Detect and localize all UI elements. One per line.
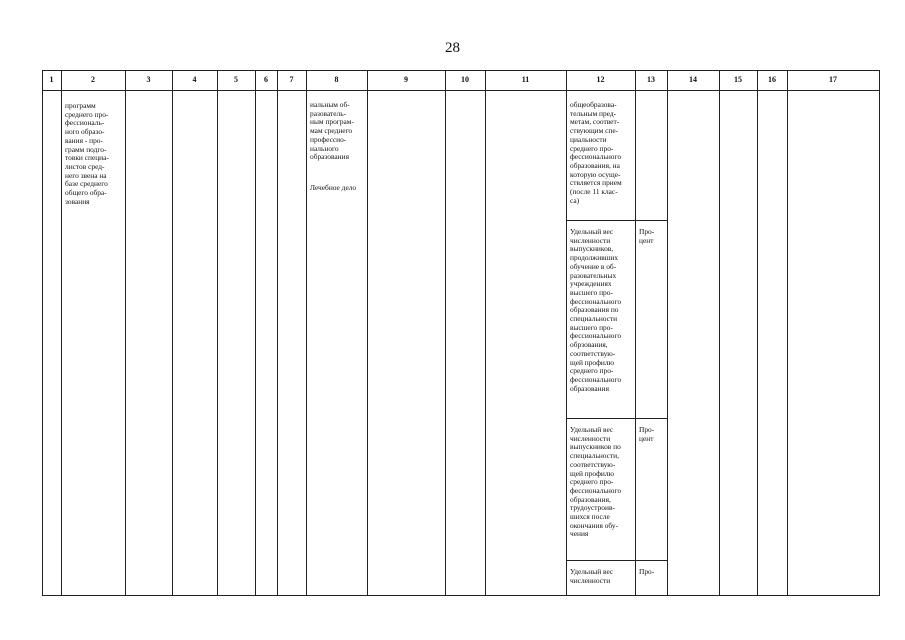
column-header-16: 16 — [768, 75, 776, 84]
col-border — [277, 70, 278, 596]
col8-program-text: иальным об- разователь- ным програм- мам среднего профессио- нального образования — [310, 100, 354, 162]
column-header-5: 5 — [234, 75, 238, 84]
col-border — [485, 70, 486, 596]
col-border — [217, 70, 218, 596]
indicator-table — [42, 70, 880, 596]
col-border — [635, 70, 636, 596]
column-header-15: 15 — [734, 75, 742, 84]
column-header-8: 8 — [334, 75, 339, 84]
column-header-1: 1 — [49, 75, 54, 84]
col13-unit-row-4: Про- — [639, 567, 655, 576]
col13-unit-row-2: Про- цент — [639, 227, 655, 245]
row-separator — [566, 220, 667, 221]
col-border — [787, 70, 788, 596]
col-border — [719, 70, 720, 596]
col-border — [566, 70, 567, 596]
column-header-13: 13 — [647, 75, 655, 84]
column-header-9: 9 — [404, 75, 408, 84]
col13-unit-row-3: Про- цент — [639, 425, 655, 443]
col-border — [61, 70, 62, 596]
col-border — [42, 70, 43, 596]
col8-specialty: Лечебное дело — [310, 183, 357, 192]
col-border — [125, 70, 126, 596]
col12-row-4: Удельный вес численности — [570, 567, 614, 585]
col-border — [306, 70, 307, 596]
col-border — [367, 70, 368, 596]
column-header-3: 3 — [146, 75, 151, 84]
col-border — [667, 70, 668, 596]
col12-row-2: Удельный вес численности выпускников, продолживших обучение в об- разовательных учреждениях высшего про- фессионального образования по специальности высшего про- фессионального обрзования, соответствую- щей профилю среднего про- фессионального образования — [570, 227, 622, 393]
column-header-12: 12 — [596, 75, 605, 84]
col-border — [172, 70, 173, 596]
col-border — [757, 70, 758, 596]
col-border — [445, 70, 446, 596]
column-header-7: 7 — [289, 75, 294, 84]
col12-row-3: Удельный вес численности выпускников по специальности, соответствую- щей профилю среднего про- фессионального образования, трудоустроив- шихся после окончания обу- чения — [570, 425, 622, 539]
col12-row-1: общеобразова- тельным пред- метам, соответ- ствующим спе- циальности среднего про- фессионального образования, на которую осуще- ствляется прием (после 11 клас- са) — [570, 100, 622, 205]
column-header-11: 11 — [521, 75, 530, 84]
column-header-10: 10 — [461, 75, 469, 84]
column-header-14: 14 — [689, 75, 697, 84]
col2-program-text: программ среднего про- фессиональ- ного образо- вания - про- грамм подго- товки специа- листов сред- него звена на базе среднего общего обра- зования — [65, 101, 109, 206]
column-header-2: 2 — [91, 75, 95, 84]
header-row-border — [42, 90, 880, 91]
table-bottom-border — [42, 595, 880, 596]
column-header-4: 4 — [192, 75, 197, 84]
column-header-6: 6 — [264, 75, 268, 84]
col-border — [879, 70, 880, 596]
col-border — [255, 70, 256, 596]
column-header-17: 17 — [829, 75, 837, 84]
row-separator — [566, 560, 667, 561]
page-number: 28 — [445, 40, 460, 56]
row-separator — [566, 418, 667, 419]
